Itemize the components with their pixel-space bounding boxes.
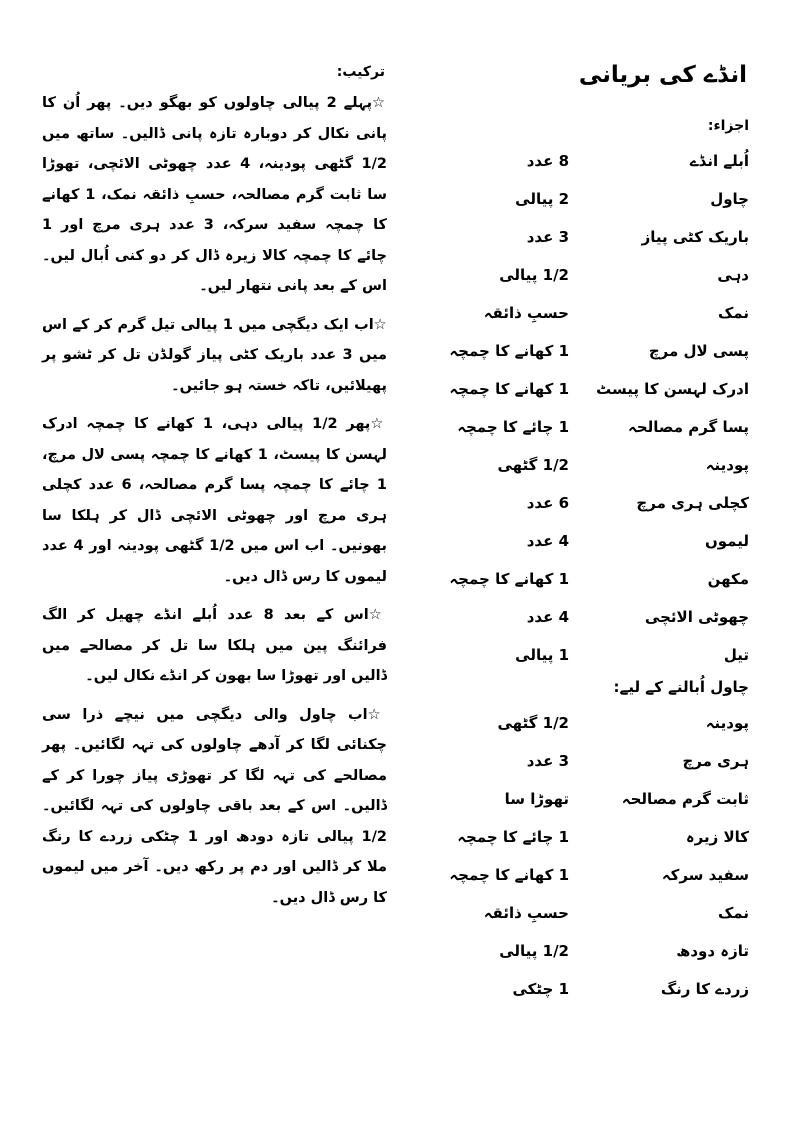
- method-step: [42, 310, 387, 402]
- method-step: [42, 700, 387, 914]
- ingredient-row: [419, 974, 749, 1004]
- ingredient-name: دہی: [717, 266, 749, 284]
- ingredient-name: ثابت گرم مصالحہ: [621, 790, 749, 808]
- ingredient-row: [419, 860, 749, 890]
- ingredient-qty: 6 عدد: [526, 494, 569, 512]
- ingredient-row: [419, 708, 749, 738]
- ingredient-name: پودینہ: [705, 456, 749, 474]
- ingredient-name: چھوٹی الائچی: [644, 608, 749, 626]
- method-step-text: پھر 1/2 پیالی دہی، 1 کھانے کا چمچہ ادرک لہسن کا پیسٹ، 1 کھانے کا چمچہ پسی لال مرچ، 1 چائے کا چمچہ پسا گرم مصالحہ، 6 عدد کچلی ہری مرچ اور چھوٹی الائچی ڈال کر ہلکا سا بھونیں۔ اب اس میں 1/2 گٹھی پودینہ اور 4 عدد لیموں کا رس ڈال دیں۔: [42, 416, 387, 585]
- ingredient-name: کالا زیرہ: [685, 828, 749, 846]
- ingredient-name: ہری مرچ: [682, 752, 749, 770]
- star-icon: ☆: [372, 95, 388, 111]
- ingredient-qty: 1/2 گٹھی: [497, 714, 569, 732]
- star-icon: ☆: [373, 316, 387, 333]
- ingredient-row: [419, 412, 749, 442]
- ingredient-row: [419, 260, 749, 290]
- ingredient-row: [419, 450, 749, 480]
- ingredient-qty: 4 عدد: [526, 608, 569, 626]
- method-heading: ترکیب:: [336, 64, 385, 80]
- method-step-text: اس کے بعد 8 عدد اُبلے انڈے چھیل کر الگ فرائنگ پین میں ہلکا سا تل کر مصالحے میں ڈالیں اور تھوڑا سا بھون کر انڈے نکال لیں۔: [42, 607, 387, 684]
- ingredient-row: [419, 488, 749, 518]
- ingredient-qty: 3 عدد: [526, 228, 569, 246]
- ingredient-qty: 1 کھانے کا چمچہ: [449, 866, 569, 884]
- star-icon: ☆: [367, 706, 387, 723]
- ingredient-name: تازہ دودھ: [676, 942, 749, 960]
- ingredient-name: نمک: [717, 304, 749, 322]
- ingredient-name: نمک: [717, 904, 749, 922]
- ingredient-qty: 1/2 پیالی: [499, 942, 569, 960]
- ingredient-row: [419, 374, 749, 404]
- ingredient-row: [419, 146, 749, 176]
- ingredient-qty: 1 چٹکی: [512, 980, 569, 998]
- ingredient-name: ادرک لہسن کا پیسٹ: [596, 380, 749, 398]
- ingredient-qty: حسبِ ذائقہ: [483, 304, 569, 322]
- ingredient-row: [419, 298, 749, 328]
- ingredient-qty: 1 کھانے کا چمچہ: [449, 342, 569, 360]
- ingredient-row: [419, 564, 749, 594]
- method-step: [42, 409, 387, 592]
- ingredient-name: پسی لال مرچ: [648, 342, 749, 360]
- ingredient-row: [419, 184, 749, 214]
- ingredient-qty: 4 عدد: [526, 532, 569, 550]
- ingredient-row: [419, 526, 749, 556]
- ingredient-row: [419, 784, 749, 814]
- ingredient-row: [419, 822, 749, 852]
- method-step: [42, 88, 387, 302]
- star-icon: ☆: [370, 416, 388, 432]
- ingredient-row: [419, 222, 749, 252]
- ingredient-qty: 1/2 پیالی: [499, 266, 569, 284]
- ingredient-qty: 1 چائے کا چمچہ: [457, 418, 569, 436]
- ingredient-qty: 8 عدد: [526, 152, 569, 170]
- ingredient-qty: 2 پیالی: [515, 190, 569, 208]
- method-steps: [42, 88, 387, 921]
- star-icon: ☆: [368, 607, 387, 623]
- ingredients-heading: اجزاء:: [707, 118, 749, 134]
- ingredient-qty: 1/2 گٹھی: [497, 456, 569, 474]
- method-step: [42, 600, 387, 692]
- method-step-text: اب چاول والی دیگچی میں نیچے ذرا سی چکنائی لگا کر آدھے چاولوں کی تہہ لگائیں۔ پھر مصالحے کی تہہ لگا کر تھوڑی پیاز چورا کر کے ڈالیں۔ اس کے بعد باقی چاولوں کی تہہ لگائیں۔ 1/2 پیالی تازہ دودھ اور 1 چٹکی زردے کا رنگ ملا کر ڈالیں اور دم پر رکھ دیں۔ آخر میں لیموں کا رس ڈال دیں۔: [42, 706, 387, 906]
- method-step-text: اب ایک دیگچی میں 1 پیالی تیل گرم کر کے اس میں 3 عدد باریک کٹی پیاز گولڈن تل کر ٹشو پر پھیلائیں، تاکہ خستہ ہو جائیں۔: [42, 316, 387, 394]
- ingredient-name: پودینہ: [705, 714, 749, 732]
- ingredient-row: [419, 336, 749, 366]
- ingredient-row: [419, 936, 749, 966]
- recipe-title: انڈے کی بریانی: [578, 62, 747, 88]
- ingredient-name: باریک کٹی پیاز: [641, 228, 749, 246]
- ingredient-qty: حسبِ ذائقہ: [483, 904, 569, 922]
- ingredient-name: چاول: [710, 190, 749, 208]
- ingredient-row: [419, 898, 749, 928]
- ingredient-qty: 1 کھانے کا چمچہ: [449, 570, 569, 588]
- ingredient-name: سفید سرکہ: [661, 866, 749, 884]
- ingredient-row: [419, 602, 749, 632]
- ingredient-qty: تھوڑا سا: [504, 790, 569, 808]
- ingredient-name: کچلی ہری مرچ: [636, 494, 749, 512]
- ingredient-qty: 1 کھانے کا چمچہ: [449, 380, 569, 398]
- ingredient-qty: 1 پیالی: [515, 646, 569, 664]
- ingredient-qty: 1 چائے کا چمچہ: [457, 828, 569, 846]
- rice-boil-heading: چاول اُبالنے کے لیے:: [613, 678, 749, 696]
- ingredient-name: زردے کا رنگ: [660, 980, 749, 998]
- ingredient-name: تیل: [723, 646, 749, 664]
- ingredient-row: [419, 640, 749, 670]
- ingredient-name: پسا گرم مصالحہ: [628, 418, 749, 436]
- ingredient-name: اُبلے انڈے: [689, 152, 749, 170]
- ingredient-row: [419, 746, 749, 776]
- ingredient-qty: 3 عدد: [526, 752, 569, 770]
- method-step-text: پہلے 2 پیالی چاولوں کو بھگو دیں۔ پھر اُن کا پانی نکال کر دوبارہ تازہ پانی ڈالیں۔ ساتھ میں 1/2 گٹھی پودینہ، 4 عدد چھوٹی الائچی، تھوڑا سا ثابت گرم مصالحہ، حسبِ ذائقہ نمک، 1 کھانے کا چمچہ سفید سرکہ، 3 عدد ہری مرچ اور 1 چائے کا چمچہ کالا زیرہ ڈال کر دو کنی اُبال لیں۔ اس کے بعد پانی نتھار لیں۔: [42, 95, 387, 294]
- ingredient-name: مکھن: [707, 570, 749, 588]
- ingredient-name: لیموں: [704, 532, 749, 550]
